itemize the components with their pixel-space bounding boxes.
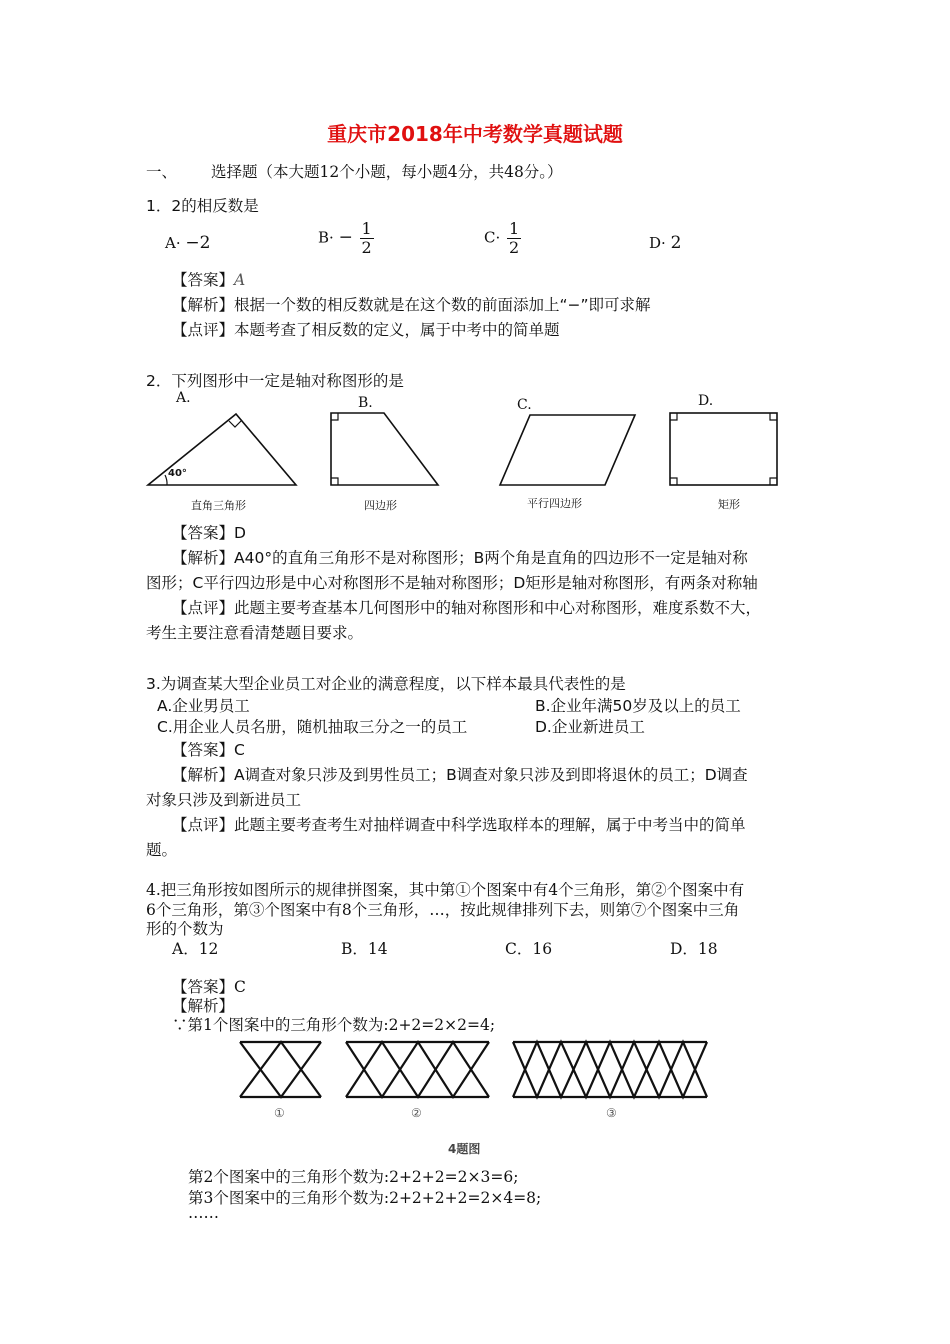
q1-option-d-value: 2 bbox=[670, 233, 682, 253]
pattern-1 bbox=[240, 1042, 321, 1097]
q4-option-d: D．18 bbox=[670, 940, 718, 958]
q1-option-d-label: D· bbox=[649, 234, 666, 252]
q2-caption-c: 平行四边形 bbox=[527, 497, 582, 510]
q1-option-c-numerator: 1 bbox=[508, 219, 520, 238]
q4-analysis-label: 【解析】 bbox=[172, 997, 235, 1015]
q3-analysis-line-1: 【解析】A调查对象只涉及到男性员工；B调查对象只涉及到即将退休的员工；D调查 bbox=[172, 766, 748, 784]
q2-angle-label: 40° bbox=[168, 468, 187, 479]
q2-comment-line-2: 考生主要注意看清楚题目要求。 bbox=[146, 624, 364, 642]
q4-stem-line-2: 6个三角形，第③个图案中有8个三角形，…，按此规律排列下去，则第⑦个图案中三角 bbox=[146, 901, 740, 919]
q4-line-2: 第2个图案中的三角形个数为:2+2+2=2×3=6; bbox=[188, 1168, 519, 1186]
q1-option-b-numerator: 1 bbox=[361, 219, 372, 238]
q1-option-a-label: A· bbox=[165, 234, 181, 252]
q2-analysis-line-2: 图形；C平行四边形是中心对称图形不是轴对称图形；D矩形是轴对称图形，有两条对称轴 bbox=[146, 574, 758, 592]
pattern-label-2: ② bbox=[411, 1106, 422, 1120]
section-heading: 选择题（本大题12个小题，每小题4分，共48分。） bbox=[211, 163, 563, 181]
q4-option-a: A．12 bbox=[172, 940, 219, 958]
q1-stem: 1．2的相反数是 bbox=[146, 197, 259, 215]
q1-analysis: 【解析】根据一个数的相反数就是在这个数的前面添加上“−”即可求解 bbox=[172, 296, 651, 314]
q3-option-b: B.企业年满50岁及以上的员工 bbox=[535, 697, 741, 715]
q4-line-3: 第3个图案中的三角形个数为:2+2+2+2=2×4=8; bbox=[188, 1189, 542, 1207]
q1-option-a-value: −2 bbox=[185, 233, 211, 253]
q2-label-a: A. bbox=[176, 390, 191, 406]
q2-label-c: C. bbox=[517, 397, 532, 413]
q1-option-b-denominator: 2 bbox=[361, 238, 372, 257]
q2-analysis-line-1: 【解析】A40°的直角三角形不是对称图形；B两个角是直角的四边形不一定是轴对称 bbox=[172, 549, 748, 567]
q4-line-4: …… bbox=[188, 1204, 219, 1222]
q2-answer: 【答案】D bbox=[172, 524, 246, 542]
q4-stem-line-1: 4.把三角形按如图所示的规律拼图案，其中第①个图案中有4个三角形，第②个图案中有 bbox=[146, 881, 745, 899]
q1-option-b-sign: − bbox=[338, 227, 353, 248]
q3-option-d: D.企业新进员工 bbox=[535, 718, 645, 736]
q2-label-d: D. bbox=[698, 393, 714, 409]
page-title: 重庆市2018年中考数学真题试题 bbox=[327, 122, 623, 146]
q2-label-b: B. bbox=[358, 395, 373, 411]
q3-option-a: A.企业男员工 bbox=[157, 697, 250, 715]
q4-option-b: B．14 bbox=[341, 940, 388, 958]
q1-option-c-label: C· bbox=[484, 228, 501, 247]
pattern-3 bbox=[513, 1042, 707, 1097]
q3-answer: 【答案】C bbox=[172, 741, 245, 759]
q2-caption-d: 矩形 bbox=[718, 498, 740, 511]
q1-option-b-label: B· bbox=[318, 228, 334, 247]
section-number: 一、 bbox=[146, 163, 178, 181]
q4-line-1: ∵第1个图案中的三角形个数为:2+2=2×2=4; bbox=[172, 1016, 496, 1034]
q1-comment: 【点评】本题考查了相反数的定义，属于中考中的简单题 bbox=[172, 321, 560, 339]
q1-answer-value: A bbox=[234, 271, 246, 289]
q3-comment-line-1: 【点评】此题主要考查考生对抽样调查中科学选取样本的理解，属于中考当中的简单 bbox=[172, 816, 746, 834]
q2-comment-line-1: 【点评】此题主要考查基本几何图形中的轴对称图形和中心对称图形，难度系数不大， bbox=[172, 599, 762, 617]
q3-analysis-line-2: 对象只涉及到新进员工 bbox=[146, 791, 302, 809]
q2-stem: 2．下列图形中一定是轴对称图形的是 bbox=[146, 372, 404, 390]
pattern-label-3: ③ bbox=[606, 1106, 617, 1120]
q4-answer: 【答案】C bbox=[172, 978, 246, 996]
q1-answer-label: 【答案】 bbox=[172, 271, 235, 289]
q2-caption-a: 直角三角形 bbox=[191, 499, 246, 512]
q3-comment-line-2: 题。 bbox=[146, 841, 178, 859]
q3-option-c: C.用企业人员名册，随机抽取三分之一的员工 bbox=[157, 718, 468, 736]
q2-caption-b: 四边形 bbox=[364, 499, 397, 512]
q3-stem: 3.为调查某大型企业员工对企业的满意程度，以下样本最具代表性的是 bbox=[146, 675, 626, 693]
q4-option-c: C．16 bbox=[505, 940, 553, 958]
figure-caption: 4题图 bbox=[448, 1142, 481, 1156]
pattern-2 bbox=[346, 1042, 489, 1097]
q1-option-c-denominator: 2 bbox=[508, 238, 520, 257]
q4-stem-line-3: 形的个数为 bbox=[146, 920, 224, 938]
pattern-label-1: ① bbox=[274, 1106, 285, 1120]
